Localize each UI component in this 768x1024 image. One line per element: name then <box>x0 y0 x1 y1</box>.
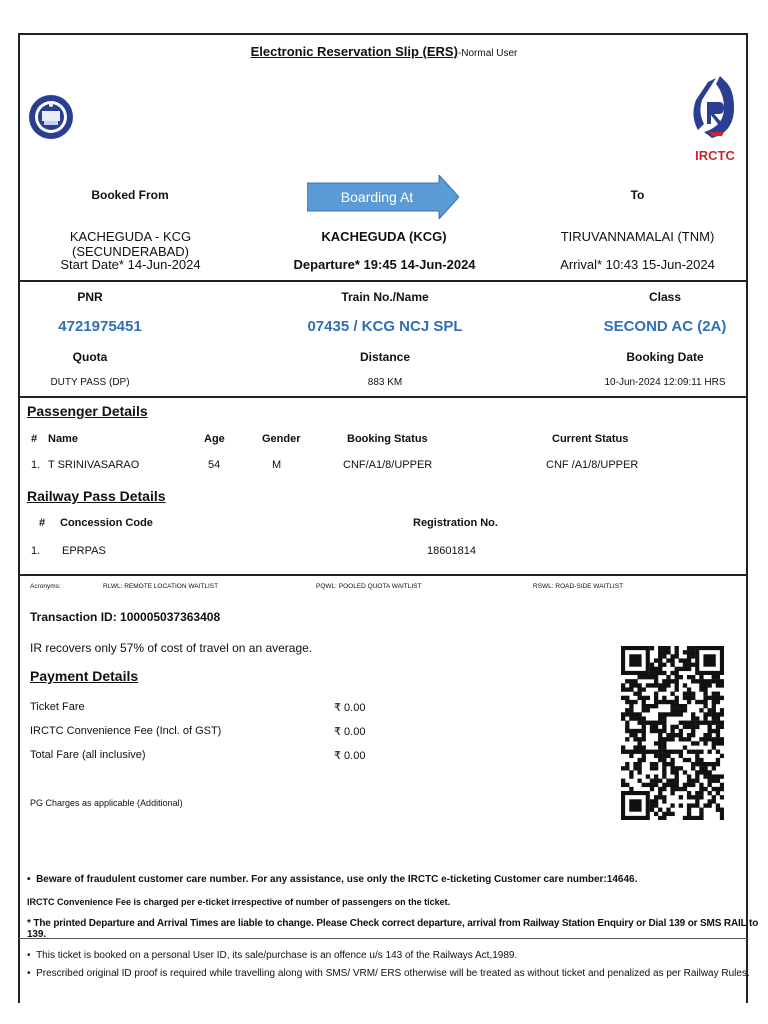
boarding-label: Boarding At <box>340 189 414 205</box>
acronym-pqwl: PQWL: POOLED QUOTA WAITLIST <box>316 583 422 590</box>
fraud-notice-text: Beware of fraudulent customer care number. For any assistance, use only the IRCTC e-ticketing Customer care number:14646. <box>36 874 638 885</box>
passenger-row-num: 1. <box>31 459 41 471</box>
passenger-header-name: Name <box>48 433 78 445</box>
booked-from-label: Booked From <box>91 188 169 202</box>
ticket-fare-label: Ticket Fare <box>30 701 85 713</box>
distance-label: Distance <box>359 350 411 364</box>
from-station: KACHEGUDA - KCG (SECUNDERABAD) <box>69 229 192 259</box>
acronym-rlwl: RLWL: REMOTE LOCATION WAITLIST <box>103 583 219 590</box>
times-notice: * The printed Departure and Arrival Times are liable to change. Please Check correct departure, arrival from Railway Station Enquiry or Dial 139 or SMS RAIL to 139. <box>27 918 759 940</box>
departure-time: Departure* 19:45 14-Jun-2024 <box>293 257 476 272</box>
id-proof-notice-text: Prescribed original ID proof is required while travelling along with SMS/ VRM/ ERS otherwise will be treated as without ticket and penalized as per Railway Rules. <box>36 968 750 979</box>
recovery-note: IR recovers only 57% of cost of travel on an average. <box>30 641 313 655</box>
passenger-header-num: # <box>31 433 38 445</box>
to-station: TIRUVANNAMALAI (TNM) <box>560 229 715 244</box>
total-fare-amount: ₹ 0.00 <box>334 750 366 762</box>
ticket-fare-amount: ₹ 0.00 <box>334 702 366 714</box>
id-proof-notice: • Prescribed original ID proof is required while travelling along with SMS/ VRM/ ERS otherwise will be treated as without ticket and penalized as per Railway Rules. <box>27 968 750 979</box>
total-fare-label: Total Fare (all inclusive) <box>30 749 146 761</box>
start-date: Start Date* 14-Jun-2024 <box>60 257 201 272</box>
transaction-id: Transaction ID: 100005037363408 <box>30 610 221 624</box>
quota-value: DUTY PASS (DP) <box>50 377 130 388</box>
passenger-row-age: 54 <box>208 459 221 471</box>
acronyms-label: Acronyms: <box>30 583 61 590</box>
divider <box>18 938 748 939</box>
convenience-fee-label: IRCTC Convenience Fee (Incl. of GST) <box>30 725 222 737</box>
irctc-logo-text: IRCTC <box>695 148 735 163</box>
convenience-fee-amount: ₹ 0.00 <box>334 726 366 738</box>
to-label: To <box>630 188 645 202</box>
pnr-value: 4721975451 <box>58 318 142 335</box>
personal-id-notice-text: This ticket is booked on a personal User ID, its sale/purchase is an offence u/s 143 of the Railways Act,1989. <box>36 950 518 961</box>
class-label: Class <box>648 290 682 304</box>
divider <box>18 574 748 576</box>
personal-id-notice: • This ticket is booked on a personal User ID, its sale/purchase is an offence u/s 143 of the Railways Act,1989. <box>27 950 518 961</box>
train-value: 07435 / KCG NCJ SPL <box>307 318 463 335</box>
payment-section-title: Payment Details <box>30 668 139 684</box>
divider <box>18 396 748 398</box>
passenger-header-booking-status: Booking Status <box>347 433 428 445</box>
pass-row-concession: EPRPAS <box>62 545 106 557</box>
pass-header-num: # <box>39 517 46 529</box>
convenience-notice: IRCTC Convenience Fee is charged per e-ticket irrespective of number of passengers on the ticket. <box>27 897 451 907</box>
qr-code <box>621 646 724 820</box>
class-value: SECOND AC (2A) <box>603 318 727 335</box>
fraud-notice: • Beware of fraudulent customer care number. For any assistance, use only the IRCTC e-ticketing Customer care number:14646. <box>27 874 638 885</box>
passenger-row-name: T SRINIVASARAO <box>48 459 140 471</box>
booking-date-label: Booking Date <box>626 350 704 364</box>
passenger-header-age: Age <box>204 433 225 445</box>
page-header <box>0 44 768 59</box>
pass-header-concession: Concession Code <box>60 517 153 529</box>
railway-pass-section-title: Railway Pass Details <box>27 488 166 504</box>
pass-row-registration: 18601814 <box>427 545 476 557</box>
passenger-section-title: Passenger Details <box>27 403 148 419</box>
passenger-header-current-status: Current Status <box>552 433 629 445</box>
passenger-row-current-status: CNF /A1/8/UPPER <box>546 459 639 471</box>
booking-date-value: 10-Jun-2024 12:09:11 HRS <box>604 377 726 388</box>
pass-header-registration: Registration No. <box>413 517 498 529</box>
passenger-row-booking-status: CNF/A1/8/UPPER <box>343 459 433 471</box>
arrival-time: Arrival* 10:43 15-Jun-2024 <box>560 257 715 272</box>
divider <box>18 280 748 282</box>
passenger-row-gender: M <box>272 459 282 471</box>
user-type: -Normal User <box>457 48 518 59</box>
pg-charges-note: PG Charges as applicable (Additional) <box>30 798 183 808</box>
boarding-station: KACHEGUDA (KCG) <box>321 229 447 244</box>
quota-label: Quota <box>72 350 108 364</box>
distance-value: 883 KM <box>367 377 403 388</box>
passenger-header-gender: Gender <box>262 433 301 445</box>
pnr-label: PNR <box>77 290 103 304</box>
irctc-logo <box>690 72 740 164</box>
acronym-rswl: RSWL: ROAD-SIDE WAITLIST <box>533 583 624 590</box>
pass-row-num: 1. <box>31 545 41 557</box>
train-label: Train No./Name <box>341 290 429 304</box>
page-title: Electronic Reservation Slip (ERS) <box>250 44 458 59</box>
indian-railways-logo <box>27 78 75 156</box>
